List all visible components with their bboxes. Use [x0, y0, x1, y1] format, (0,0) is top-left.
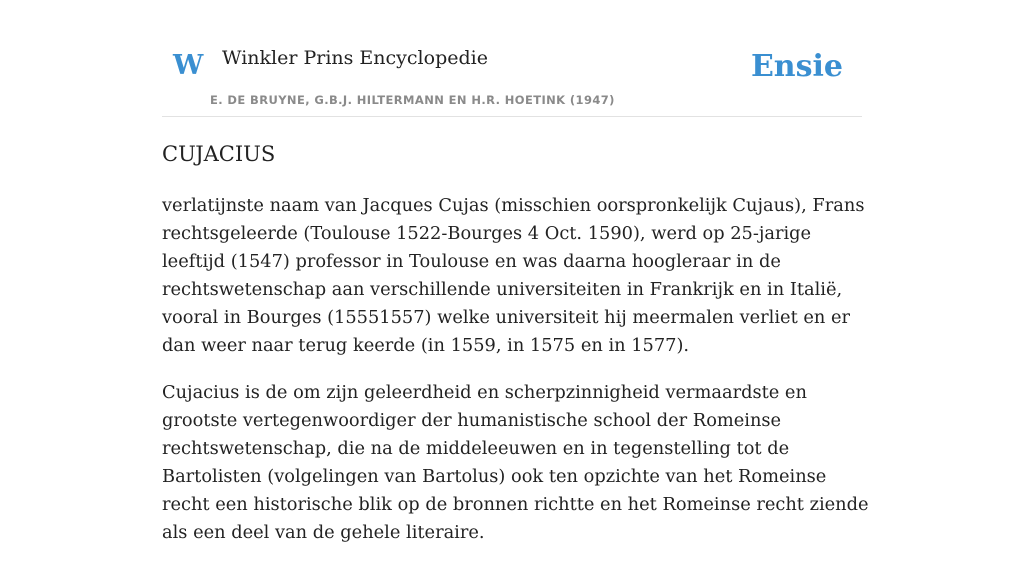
article-paragraph: Cujacius is de om zijn geleerdheid en scherpzinnigheid vermaardste en grootste vertegenwoordiger der humanistische school der Romeinse rechtswetenschap, die na de middeleeuwen en in tegenstelling tot de Bartolisten (volgelingen van Bartolus) ook ten opzichte van het Romeinse recht een historische blik op de bronnen richtte en het Romeinse recht ziende als een deel van de gehele literaire.	[162, 382, 869, 543]
article-title: CUJACIUS	[162, 142, 276, 166]
publication-authors: E. DE BRUYNE, G.B.J. HILTERMANN EN H.R. HOETINK (1947)	[210, 93, 615, 107]
header	[162, 0, 862, 117]
publication-title[interactable]: Winkler Prins Encyclopedie	[222, 47, 488, 69]
article-body	[162, 192, 874, 566]
ensie-brand-logo[interactable]: Ensie	[750, 49, 843, 84]
encyclopedia-logo-icon[interactable]: W	[173, 50, 204, 81]
article-paragraph: verlatijnste naam van Jacques Cujas (misschien oorspronkelijk Cujaus), Frans rechtsgeleerde (Toulouse 1522-Bourges 4 Oct. 1590), werd op 25-jarige leeftijd (1547) professor in Toulouse en was daarna hoogleraar in de rechtswetenschap aan verschillende universiteiten in Frankrijk en in Italië, vooral in Bourges (15551557) welke universiteit hij meermalen verliet en er dan weer naar terug keerde (in 1559, in 1575 en in 1577).	[162, 195, 865, 356]
